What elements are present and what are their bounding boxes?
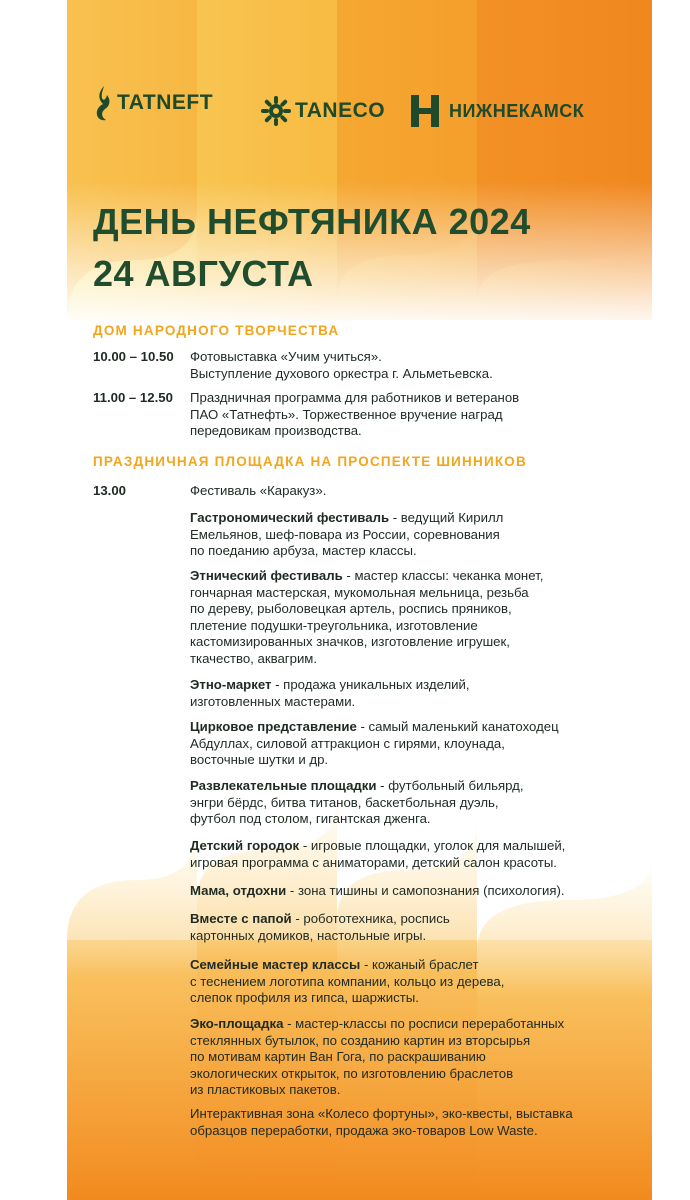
schedule-time: 10.00 – 10.50 bbox=[93, 349, 174, 364]
activity-line bbox=[190, 719, 640, 736]
activity-title: Гастрономический фестиваль bbox=[190, 510, 390, 525]
section-heading-house-of-folk-art: ДОМ НАРОДНОГО ТВОРЧЕСТВА bbox=[93, 323, 340, 338]
taneco-logo-text: TANECO bbox=[295, 99, 386, 122]
activity-text: - зона тишины и самопознания (психология). bbox=[286, 883, 565, 898]
activity-item bbox=[190, 1106, 640, 1139]
activity-line: из пластиковых пакетов. bbox=[190, 1082, 341, 1098]
activity-line bbox=[190, 957, 640, 974]
activity-line bbox=[190, 778, 640, 795]
activity-item bbox=[190, 719, 640, 769]
activity-text: - ведущий Кирилл bbox=[389, 510, 504, 525]
activity-title: Мама, отдохни bbox=[190, 883, 287, 898]
activity-text: - кожаный браслет bbox=[360, 957, 479, 972]
nizhnekamsk-logo-text: НИЖНЕКАМСК bbox=[449, 100, 585, 121]
activity-title: Цирковое представление bbox=[190, 719, 357, 734]
activity-text: - самый маленький канатоходец bbox=[356, 719, 559, 734]
activity-line: футбол под столом, гигантская дженга. bbox=[190, 811, 431, 827]
activity-line bbox=[190, 677, 640, 694]
description-line: Праздничная программа для работников и ветеранов bbox=[190, 390, 520, 405]
page-title bbox=[93, 198, 653, 298]
activity-line: с теснением логотипа компании, кольцо из дерева, bbox=[190, 973, 505, 989]
activity-line: картонных домиков, настольные игры. bbox=[190, 927, 427, 943]
nizhnekamsk-emblem-icon bbox=[411, 95, 439, 127]
description-line: передовикам производства. bbox=[190, 423, 362, 439]
activity-line: образцов переработки, продажа эко-товаров Low Waste. bbox=[190, 1122, 538, 1138]
activity-title: Семейные мастер классы bbox=[190, 957, 361, 972]
activity-text: - робототехника, роспись bbox=[291, 911, 450, 926]
activity-line: плетение подушки-треугольника, изготовление bbox=[190, 617, 478, 633]
section-heading-festival-site: ПРАЗДНИЧНАЯ ПЛОЩАДКА НА ПРОСПЕКТЕ ШИННИКОВ bbox=[93, 454, 527, 469]
description-line: Фотовыставка «Учим учиться». bbox=[190, 349, 382, 364]
activity-line: восточные шутки и др. bbox=[190, 752, 329, 768]
activity-line bbox=[190, 883, 640, 900]
activity-text: - продажа уникальных изделий, bbox=[271, 677, 470, 692]
schedule-description bbox=[190, 390, 640, 440]
activity-line: Емельянов, шеф-повара из России, соревнования bbox=[190, 526, 500, 542]
activity-line: Интерактивная зона «Колесо фортуны», эко-квесты, выставка bbox=[190, 1106, 573, 1121]
activity-line: по дереву, рыболовецкая артель, роспись пряников, bbox=[190, 601, 512, 617]
activity-title: Детский городок bbox=[190, 838, 300, 853]
activity-line: по мотивам картин Ван Гога, по раскрашиванию bbox=[190, 1049, 486, 1065]
activity-line bbox=[190, 911, 640, 928]
activity-text: - футбольный бильярд, bbox=[376, 778, 524, 793]
activity-line: гончарная мастерская, мукомольная мельница, резьба bbox=[190, 584, 529, 600]
activity-line: слепок профиля из гипса, шаржисты. bbox=[190, 990, 419, 1006]
activity-line: стеклянных бутылок, по созданию картин из вторсырья bbox=[190, 1032, 531, 1048]
activity-line: экологических открыток, по изготовлению браслетов bbox=[190, 1065, 514, 1081]
activity-line: ткачество, аквагрим. bbox=[190, 650, 318, 666]
activity-item bbox=[190, 911, 640, 944]
activity-item bbox=[190, 677, 640, 710]
activity-text: - мастер-классы по росписи переработанных bbox=[283, 1016, 565, 1031]
activity-line: игровая программа с аниматорами, детский салон красоты. bbox=[190, 854, 557, 870]
description-line: ПАО «Татнефть». Торжественное вручение наград bbox=[190, 406, 503, 422]
activity-title: Вместе с папой bbox=[190, 911, 292, 926]
activity-text: - игровые площадки, уголок для малышей, bbox=[299, 838, 566, 853]
activity-title: Развлекательные площадки bbox=[190, 778, 377, 793]
description-line: Выступление духового оркестра г. Альметьевска. bbox=[190, 365, 493, 381]
taneco-logo bbox=[261, 96, 385, 126]
activity-item bbox=[190, 778, 640, 828]
activity-line bbox=[190, 838, 640, 855]
activity-item bbox=[190, 838, 640, 871]
sun-gear-icon bbox=[261, 96, 291, 126]
activity-item bbox=[190, 510, 640, 560]
activity-item bbox=[190, 883, 640, 900]
tatneft-logo-text: TATNEFT bbox=[117, 91, 214, 114]
activity-line bbox=[190, 510, 640, 527]
schedule-description: Фестиваль «Каракуз». bbox=[190, 483, 327, 498]
activity-item bbox=[190, 1016, 640, 1099]
activity-title: Этно-маркет bbox=[190, 677, 272, 692]
schedule-time: 13.00 bbox=[93, 483, 127, 498]
activity-line bbox=[190, 1016, 640, 1033]
activity-line: энгри бёрдс, битва титанов, баскетбольная дуэль, bbox=[190, 794, 499, 810]
activity-line: кастомизированных значков, изготовление игрушек, bbox=[190, 634, 510, 650]
title-line-2: 24 АВГУСТА bbox=[93, 253, 314, 294]
schedule-time: 11.00 – 12.50 bbox=[93, 390, 173, 405]
flame-icon bbox=[93, 84, 115, 122]
activity-line: Абдуллах, силовой аттракцион с гирями, клоунада, bbox=[190, 735, 505, 751]
activity-line: по поеданию арбуза, мастер классы. bbox=[190, 543, 417, 559]
activity-line: изготовленных мастерами. bbox=[190, 693, 356, 709]
tatneft-logo bbox=[93, 84, 213, 122]
schedule-description bbox=[190, 349, 640, 382]
activity-line bbox=[190, 568, 640, 585]
activity-title: Эко-площадка bbox=[190, 1016, 284, 1031]
title-line-1: ДЕНЬ НЕФТЯНИКА 2024 bbox=[93, 201, 531, 242]
nizhnekamsk-logo bbox=[411, 95, 584, 127]
activity-title: Этнический фестиваль bbox=[190, 568, 343, 583]
activity-item bbox=[190, 957, 640, 1007]
activity-text: - мастер классы: чеканка монет, bbox=[342, 568, 544, 583]
activity-item bbox=[190, 568, 640, 668]
